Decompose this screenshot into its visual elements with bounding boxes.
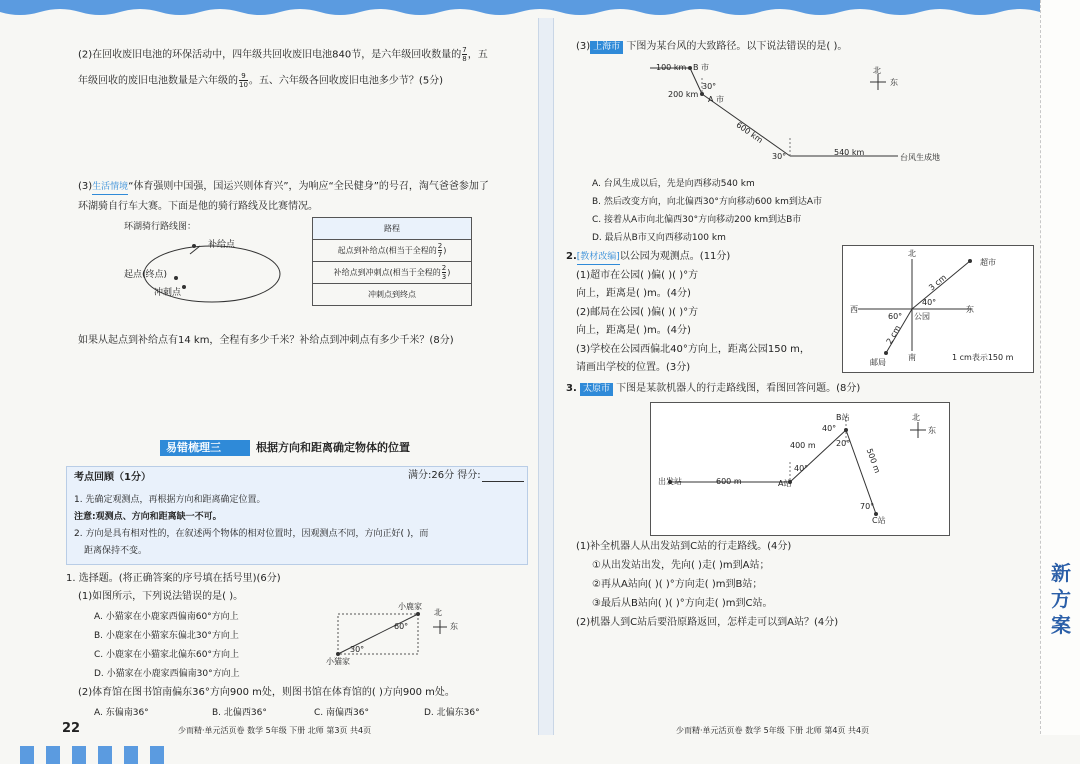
t-600: 600 km xyxy=(734,120,765,145)
section-title: 根据方向和距离确定物体的位置 xyxy=(256,441,410,454)
t-a: A 市 xyxy=(708,95,725,104)
r-q3-option-d[interactable]: D. 最后从B市又向西移动100 km xyxy=(592,233,726,243)
q3-ask: 如果从起点到补给点有14 km，全程有多少千米？补给点到冲刺点有多少千米？(8分) xyxy=(78,335,454,346)
q3-line2: 环湖骑自行车大赛。下面是他的骑行路线及比赛情况。 xyxy=(78,201,318,212)
r-q3-option-c[interactable]: C. 接着从A市向北偏西30°方向移动200 km到达B市 xyxy=(592,215,802,225)
r-q2-1a: (1)超市在公园( )偏( )( )°方 xyxy=(576,270,699,281)
route-row-2: 补给点到冲刺点(相当于全程的 $\frac{2}{3}$ ) xyxy=(313,262,472,284)
r-q3-option-b[interactable]: B. 然后改变方向，向北偏西30°方向移动600 km到达A市 xyxy=(592,197,823,207)
right-margin-strip xyxy=(1040,0,1080,764)
mc1-question: (1)如图所示，下列说法错误的是( )。 xyxy=(78,591,244,602)
t-200: 200 km xyxy=(668,90,699,99)
q3-line1: (3)生活情境“体育强则中国强，国运兴则体育兴”，为响应“全民健身”的号召，淘气爸爸参加了 xyxy=(78,180,489,195)
review-label: 考点回顾（1分） xyxy=(74,472,151,483)
r-q2-2b: 向上，距离是( )m。(4分) xyxy=(576,325,691,336)
tag-shanghai: 上海市 xyxy=(590,41,623,54)
tag-textbook: [教材改编] xyxy=(577,251,620,265)
mc1-option-b[interactable]: B. 小鹿家在小猫家东偏北30°方向上 xyxy=(94,631,239,641)
q2-line1: (2)在回收废旧电池的环保活动中，四年级共回收废旧电池840节，是六年级回收数量的 $\frac{7}{8}$ ，五 xyxy=(78,46,488,63)
t-540: 540 km xyxy=(834,148,865,157)
rb-a: A站 xyxy=(778,479,792,488)
p-north: 北 xyxy=(908,249,916,258)
rb-north: 北 xyxy=(912,413,920,422)
r-q2-2a: (2)邮局在公园( )偏( )( )°方 xyxy=(576,307,699,318)
p-west: 西 xyxy=(850,305,858,314)
review-item-1: 1. 先确定观测点，再根据方向和距离确定位置。 xyxy=(74,495,266,505)
review-note: 注意:观测点、方向和距离缺一不可。 xyxy=(74,512,222,522)
q2-line2: 年级回收的废旧电池数量是六年级的 $\frac{9}{10}$ 。五、六年级各回收废旧电池多少节？(5分) xyxy=(78,72,444,89)
p-south: 南 xyxy=(908,353,916,362)
route-table-header: 路程 xyxy=(313,218,472,240)
t-east: 东 xyxy=(890,78,898,87)
footer-stripes xyxy=(0,742,180,764)
rb-b: B站 xyxy=(836,413,850,422)
loop-label-start: 起点(终点) xyxy=(124,270,168,280)
r-r1a: ①从出发站出发，先向( )走( )m到A站； xyxy=(592,560,770,571)
section-tag: 易错梳理三 xyxy=(166,441,221,454)
loop-label-sprint: 冲刺点 xyxy=(154,288,182,298)
route-row-1: 起点到补给点(相当于全程的 $\frac{2}{7}$ ) xyxy=(313,240,472,262)
r-r1b: ②再从A站向( )( )°方向走( )m到B站； xyxy=(592,579,763,590)
rb-start: 出发站 xyxy=(658,477,682,486)
rb-c: C站 xyxy=(872,516,886,525)
mc2-option-c[interactable]: C. 南偏西36° xyxy=(314,708,369,718)
route-row-3: 冲刺点到终点 xyxy=(313,284,472,306)
page-spine xyxy=(538,18,554,738)
mc1-option-a[interactable]: A. 小猫家在小鹿家西偏南60°方向上 xyxy=(94,612,239,622)
fig-30: 30° xyxy=(350,645,365,654)
r-q2-header: 2.[教材改编]以公园为观测点。(11分) xyxy=(566,250,730,265)
t-b: B 市 xyxy=(693,63,710,72)
loop-title: 环湖骑行路线图： xyxy=(124,222,197,232)
t-30-top: 30° xyxy=(702,82,717,91)
t-north: 北 xyxy=(873,66,881,75)
fig-east: 东 xyxy=(450,622,458,631)
mc2-question: (2)体育馆在图书馆南偏东36°方向900 m处，则图书馆在体育馆的( )方向900 m处。 xyxy=(78,687,455,698)
fig-north: 北 xyxy=(434,608,442,617)
rb-500: 500 m xyxy=(864,447,882,475)
score-label: 满分:26分 得分: xyxy=(408,470,481,481)
p-post: 邮局 xyxy=(870,358,886,367)
t-origin: 台风生成地 xyxy=(900,153,940,162)
r-q2-3b: 请画出学校的位置。(3分) xyxy=(576,362,691,373)
r-q3-option-a[interactable]: A. 台风生成以后，先是向西移动540 km xyxy=(592,179,755,189)
fraction: $\frac{7}{8}$ xyxy=(462,46,467,63)
t-100: 100 km xyxy=(656,63,687,72)
r-r1c: ③最后从B站向( )( )°方向走( )m到C站。 xyxy=(592,598,773,609)
rb-70: 70° xyxy=(860,502,875,511)
mc2-option-b[interactable]: B. 北偏西36° xyxy=(212,708,267,718)
r-q2-1b: 向上，距离是( )m。(4分) xyxy=(576,288,691,299)
p-east: 东 xyxy=(966,305,974,314)
tag-life-context: 生活情境 xyxy=(92,181,128,195)
brand-strip-text: 新方案 xyxy=(1051,561,1071,637)
t-30-bot: 30° xyxy=(772,152,787,161)
page-number: 22 xyxy=(62,721,81,736)
review-item-2: 2. 方向是具有相对性的，在叙述两个物体的相对位置时，因观测点不同，方向正好( )，而 xyxy=(74,529,429,539)
p-market: 超市 xyxy=(980,258,996,267)
p-park: 公园 xyxy=(914,312,930,321)
rb-600: 600 m xyxy=(716,477,742,486)
left-footer: 少而精·单元活页卷 数学 5年级 下册 北师 第3页 共4页 xyxy=(178,726,372,735)
p-60: 60° xyxy=(888,312,903,321)
route-table xyxy=(312,217,472,306)
score-blank[interactable] xyxy=(482,481,524,482)
review-item-2b: 距离保持不变。 xyxy=(84,546,148,556)
mc-title: 1. 选择题。(将正确答案的序号填在括号里)(6分) xyxy=(66,573,281,584)
rb-east: 东 xyxy=(928,426,936,435)
rb-20: 20° xyxy=(836,439,851,448)
mc2-option-a[interactable]: A. 东偏南36° xyxy=(94,708,149,718)
r-q2-3a: (3)学校在公园西偏北40°方向上，距离公园150 m， xyxy=(576,344,810,355)
r-r2: (2)机器人到C站后要沿原路返回，怎样走可以到A站？(4分) xyxy=(576,617,839,628)
mc2-option-d[interactable]: D. 北偏东36° xyxy=(424,708,480,718)
r-r1: (1)补全机器人从出发站到C站的行走路线。(4分) xyxy=(576,541,792,552)
mc1-option-c[interactable]: C. 小鹿家在小猫家北偏东60°方向上 xyxy=(94,650,239,660)
p-3cm: 3 cm xyxy=(927,272,949,293)
p-2cm: 2 cm xyxy=(884,323,903,346)
tag-taiyuan: 太原市 xyxy=(580,383,613,396)
fraction: $\frac{9}{10}$ xyxy=(239,72,248,89)
mc1-option-d[interactable]: D. 小猫家在小鹿家西偏南30°方向上 xyxy=(94,669,240,679)
fig-60: 60° xyxy=(394,622,409,631)
right-footer: 少而精·单元活页卷 数学 5年级 下册 北师 第4页 共4页 xyxy=(676,726,870,735)
fig-deer: 小鹿家 xyxy=(398,602,422,611)
r-q3b-header: 3. 太原市 下图是某款机器人的行走路线图，看图回答问题。(8分) xyxy=(566,383,861,394)
rb-40b: 40° xyxy=(794,464,809,473)
p-40: 40° xyxy=(922,298,937,307)
p-scale: 1 cm表示150 m xyxy=(952,353,1014,362)
fig-cat: 小猫家 xyxy=(326,657,350,666)
rb-400: 400 m xyxy=(790,441,816,450)
r-q3-line: (3) 上海市 下图为某台风的大致路径。以下说法错误的是( )。 xyxy=(576,41,848,52)
loop-label-supply: 补给点 xyxy=(208,240,236,250)
rb-40: 40° xyxy=(822,424,837,433)
